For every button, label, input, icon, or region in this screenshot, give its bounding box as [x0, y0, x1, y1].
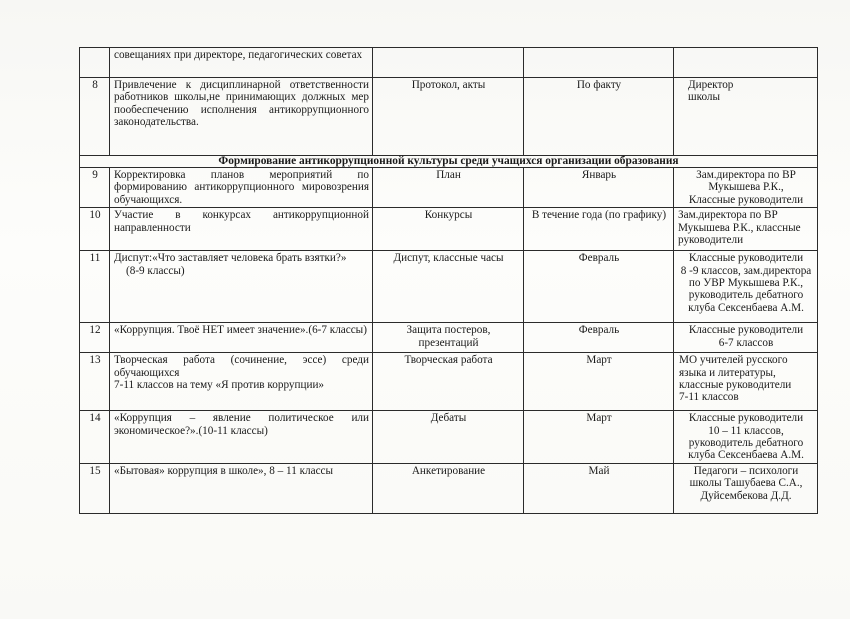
event-line: Творческая работа (сочинение, эссе) среди обучающихся [114, 354, 369, 379]
responsible-line: Педагоги – психологи [693, 464, 799, 477]
table-row [80, 323, 818, 353]
table-row [80, 168, 818, 208]
section-header-row [80, 156, 818, 168]
responsible-line: школы Ташубаева С.А., Дуйсембекова Д.Д. [689, 477, 803, 502]
term-cell: В течение года (по графику) [524, 208, 674, 251]
term-cell: По факту [524, 78, 674, 156]
responsible-cell: Зам.директора по ВР Мукышева Р.К., классные руководители [674, 208, 818, 251]
event-line: 7-11 классов на тему «Я против коррупции» [114, 379, 325, 392]
table-row [80, 78, 818, 156]
table-row [80, 48, 818, 78]
responsible-cell [674, 323, 818, 353]
responsible-line: школы [688, 91, 721, 104]
responsible-line: Классные руководители [688, 324, 804, 337]
event-cell [110, 251, 373, 323]
responsible-cell [674, 251, 818, 323]
responsible-cell [674, 463, 818, 513]
responsible-line: 6-7 классов [718, 336, 774, 349]
row-number: 10 [80, 208, 110, 251]
event-cell: «Бытовая» коррупция в школе», 8 – 11 классы [110, 463, 373, 513]
form-cell: Конкурсы [373, 208, 524, 251]
term-cell: Февраль [524, 323, 674, 353]
anticorruption-plan-table [79, 47, 818, 514]
row-number: 12 [80, 323, 110, 353]
responsible-cell [674, 411, 818, 464]
row-number: 9 [80, 168, 110, 208]
event-line: (8-9 классы) [126, 264, 185, 277]
event-cell: Привлечение к дисциплинарной ответственности работников школы,не принимающих должных мер пообеспечению исполнения антикоррупционного законодательства. [110, 78, 373, 156]
responsible-cell [674, 353, 818, 411]
table-row [80, 353, 818, 411]
table-row [80, 411, 818, 464]
event-cell: «Коррупция – явление политическое или экономическое?».(10-11 классы) [110, 411, 373, 464]
row-number: 8 [80, 78, 110, 156]
responsible-line: 10 – 11 классов, [708, 424, 784, 437]
responsible-line: Директор [688, 79, 734, 91]
responsible-line: Классные руководители [688, 193, 804, 206]
form-cell: Дебаты [373, 411, 524, 464]
responsible-line: МО учителей русского языка и литературы, классные руководители [679, 354, 792, 392]
responsible-line: Зам.директора по ВР [696, 169, 796, 181]
form-cell: Диспут, классные часы [373, 251, 524, 323]
row-number: 15 [80, 463, 110, 513]
term-cell: Март [524, 411, 674, 464]
responsible-line: Классные руководители [688, 252, 804, 265]
form-cell: Творческая работа [373, 353, 524, 411]
event-line: Диспут:«Что заставляет человека брать взятки?» [114, 252, 347, 265]
term-cell: Январь [524, 168, 674, 208]
term-cell: Февраль [524, 251, 674, 323]
section-title: Формирование антикоррупционной культуры среди учащихся организации образования [80, 156, 818, 168]
row-number: 11 [80, 251, 110, 323]
term-cell: Март [524, 353, 674, 411]
event-cell: «Коррупция. Твоё НЕТ имеет значение».(6-7 классы) [110, 323, 373, 353]
row-number: 14 [80, 411, 110, 464]
event-cell: Корректировка планов мероприятий по формированию антикоррупционного мировозрения обучающихся. [110, 168, 373, 208]
row-number: 13 [80, 353, 110, 411]
term-cell [524, 48, 674, 78]
form-cell [373, 48, 524, 78]
responsible-cell [674, 168, 818, 208]
form-cell: Защита постеров, презентаций [373, 323, 524, 353]
row-number [80, 48, 110, 78]
event-cell: совещаниях при директоре, педагогических советах [110, 48, 373, 78]
table-row [80, 208, 818, 251]
responsible-line: 7-11 классов [679, 391, 739, 404]
responsible-line: 8 -9 классов, зам.директора по УВР Мукышева Р.К., руководитель дебатного клуба Сексенбаева А.М. [680, 264, 812, 314]
responsible-cell [674, 78, 818, 156]
responsible-line: руководитель дебатного клуба Сексенбаева А.М. [688, 437, 804, 462]
table-row [80, 251, 818, 323]
event-cell [110, 353, 373, 411]
responsible-line: Классные руководители [688, 412, 804, 425]
form-cell: План [373, 168, 524, 208]
responsible-cell [674, 48, 818, 78]
responsible-line: Мукышева Р.К., [708, 181, 784, 194]
event-cell: Участие в конкурсах антикоррупционной направленности [110, 208, 373, 251]
table-row [80, 463, 818, 513]
form-cell: Протокол, акты [373, 78, 524, 156]
term-cell: Май [524, 463, 674, 513]
form-cell: Анкетирование [373, 463, 524, 513]
